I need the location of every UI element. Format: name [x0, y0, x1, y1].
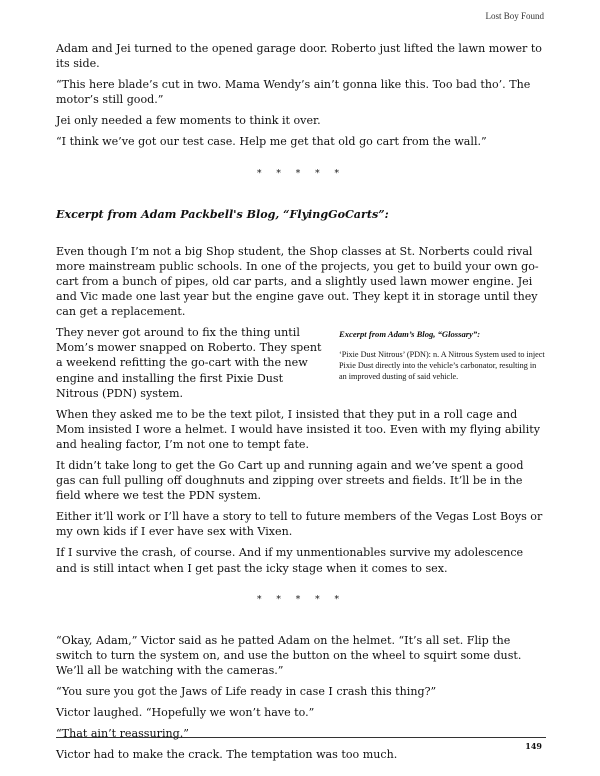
paragraph: “You sure you got the Jaws of Life ready in case I crash this thing?” — [56, 685, 437, 698]
footer-rule — [56, 737, 546, 738]
scene-separator: * * * * * — [257, 594, 345, 605]
paragraph: When they asked me to be the text pilot, I insisted that they put in a roll cage and Mom insisted I wore a helmet. I would have insisted it too. Even with my flying ability and healing factor, I’m not one to tempt fate. — [56, 407, 541, 451]
paragraph: Even though I’m not a big Shop student, the Shop classes at St. Norberts could rival more mainstream public schools. In one of the projects, you get to build your own go-cart from a bunch of pipes, old car parts, and a slightly used lawn mower engine. Jei and Vic made one last year but the engine gave out. They kept it in storage until they can get a replacement. — [56, 244, 539, 319]
glossary-title: Excerpt from Adam’s Blog, “Glossary”: — [339, 329, 481, 340]
paragraph: “I think we’ve got our test case. Help me get that old go cart from the wall.” — [56, 135, 487, 149]
paragraph: Victor had to make the crack. The temptation was too much. — [56, 748, 398, 762]
wrapped-section — [56, 325, 546, 400]
paragraph: Victor laughed. “Hopefully we won’t have to.” — [56, 706, 315, 720]
page-number: 149 — [525, 741, 542, 751]
paragraph: Adam and Jei turned to the opened garage door. Roberto just lifted the lawn mower to its side. — [56, 42, 542, 71]
blog-excerpt-title: Excerpt from Adam Packbell's Blog, “FlyingGoCarts”: — [56, 207, 389, 221]
paragraph: If I survive the crash, of course. And if my unmentionables survive my adolescence and is still intact when I get past the icky stage when it comes to sex. — [56, 546, 524, 575]
page-body — [56, 41, 546, 768]
glossary-text: ‘Pixie Dust Nitrous’ (PDN): n. A Nitrous System used to inject Pixie Dust directly into the vehicle’s carbonator, resulting in an improved dusting of said vehicle. — [339, 350, 545, 382]
running-header: Lost Boy Found — [485, 11, 544, 21]
paragraph: It didn’t take long to get the Go Cart up and running again and we’ve spent a good gas can full pulling off doughnuts and zipping over streets and fields. It’ll be in the field where we test the PDN system. — [56, 458, 524, 503]
paragraph: Jei only needed a few moments to think it over. — [56, 114, 321, 128]
paragraph: They never got around to fix the thing until Mom’s mower snapped on Roberto. They spent a weekend refitting the go-cart with the new engine and installing the first Pixie Dust Nitrous (PDN) system. — [56, 326, 322, 400]
paragraph: Either it’ll work or I’ll have a story to tell to future members of the Vegas Lost Boys or my own kids if I ever have sex with Vixen. — [56, 510, 543, 539]
glossary-sidebar — [339, 327, 546, 382]
paragraph: “That ain’t reassuring.” — [56, 727, 189, 741]
scene-separator: * * * * * — [257, 168, 345, 179]
paragraph: “This here blade’s cut in two. Mama Wendy’s ain’t gonna like this. Too bad tho’. The motor’s still good.” — [56, 78, 531, 107]
paragraph: “Okay, Adam,” Victor said as he patted Adam on the helmet. “It’s all set. Flip the switch to turn the system on, and use the button on the wheel to squirt some dust. We’ll all be watching with the cameras.” — [56, 633, 522, 677]
